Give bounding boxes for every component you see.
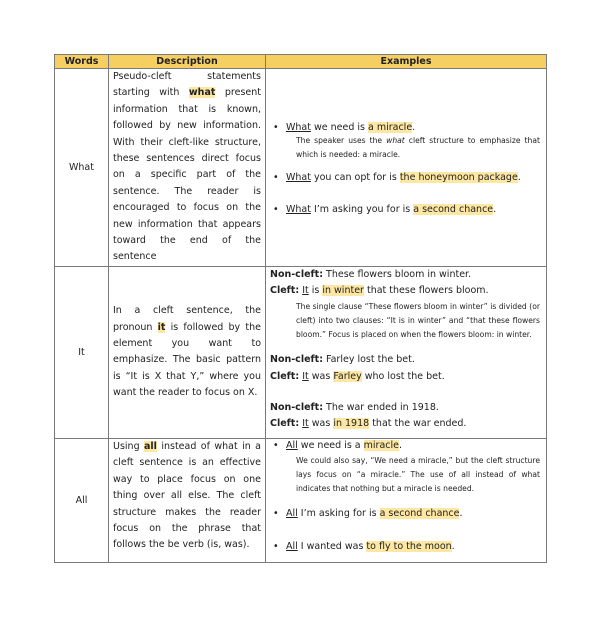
header-row (55, 55, 547, 69)
example-lead: All (286, 540, 298, 552)
header-description: Description (109, 55, 266, 69)
noncleft-label: Non-cleft: (270, 353, 323, 365)
example-note: The single clause “These flowers bloom in winter” is divided (or cleft) into two clauses: “It is in winter” and “that these flowers bloom.” Focus is placed on when the flowers bloom: in winter. (296, 301, 540, 339)
cleft-text: that the war ended. (369, 417, 467, 429)
keyword-highlight: it (157, 321, 166, 333)
example-note: We could also say, “We need a miracle,” but the cleft structure lays focus on “a miracle.” The use of all instead of what indicates that nothing but a miracle is needed. (296, 455, 540, 493)
cleft-label: Cleft: (270, 284, 300, 296)
desc-text: Pseudo-cleft statements starting with (113, 71, 261, 99)
bullet-icon: • (273, 439, 279, 451)
example-punct: . (412, 121, 416, 133)
cleft-it: It (302, 284, 309, 296)
example-item (270, 541, 542, 552)
keyword-highlight: all (144, 440, 157, 452)
example-punct: . (451, 540, 455, 552)
note-text: cleft structure to emphasize that which is needed: a miracle. (296, 135, 540, 159)
word-cell: All (55, 438, 109, 562)
example-lead: All (286, 507, 298, 519)
note-text: The speaker uses the (296, 135, 387, 145)
cleft-sentence-table (54, 54, 547, 563)
noncleft-text: The war ended in 1918. (323, 401, 439, 413)
cleft-highlight: in 1918 (333, 417, 370, 429)
example-highlight: miracle (363, 439, 399, 451)
desc-text: present information that is known, followed by new information. With their cleft-like structure, these sentences direct focus on a specific part of the sentence. The reader is encouraged to focus on the new information that appears toward the end of the sentence (113, 87, 261, 263)
example-text: I wanted was (297, 540, 367, 552)
cleft-label: Cleft: (270, 370, 300, 382)
noncleft-line (270, 399, 542, 416)
example-highlight: the honeymoon package (399, 171, 518, 183)
description-cell (109, 69, 266, 267)
example-highlight: a miracle (368, 121, 413, 133)
noncleft-label: Non-cleft: (270, 268, 323, 280)
noncleft-text: Farley lost the bet. (323, 353, 415, 365)
example-lead: What (286, 121, 311, 133)
example-punct: . (459, 507, 463, 519)
example-text: I’m asking for is (297, 507, 380, 519)
cleft-it: It (302, 417, 309, 429)
desc-text: is followed by the element you want to emphasize. The basic pattern is “It is X that Y,” where you want the reader to focus on X. (113, 321, 261, 399)
description-cell (109, 438, 266, 562)
cleft-line (270, 368, 542, 385)
noncleft-label: Non-cleft: (270, 401, 323, 413)
example-highlight: a second chance (413, 203, 494, 215)
header-examples: Examples (266, 55, 547, 69)
cleft-text: that these flowers bloom. (363, 284, 489, 296)
example-item (270, 508, 542, 519)
example-item (270, 439, 542, 452)
example-highlight: a second chance (379, 507, 460, 519)
bullet-icon: • (273, 507, 279, 519)
example-text: we need is a (297, 439, 364, 451)
header-words: Words (55, 55, 109, 69)
word-cell: It (55, 266, 109, 438)
noncleft-text: These flowers bloom in winter. (323, 268, 472, 280)
cleft-line (270, 416, 542, 432)
example-lead: What (286, 203, 311, 215)
example-item (270, 204, 542, 215)
example-punct: . (517, 171, 521, 183)
example-text: I’m asking you for is (310, 203, 414, 215)
cleft-highlight: in winter (322, 284, 364, 296)
desc-text: instead of what in a cleft sentence is an effective way to place focus on one thing over all else. The cleft structure makes the reader focus on the phrase that follows the be verb (is, was). (113, 440, 261, 551)
example-item (270, 122, 542, 133)
bullet-icon: • (273, 171, 279, 183)
examples-cell (266, 438, 547, 562)
table-row-what (55, 69, 547, 267)
cleft-it: It (302, 370, 309, 382)
cleft-text: is (308, 284, 323, 296)
cleft-label: Cleft: (270, 417, 300, 429)
desc-text: Using (113, 440, 140, 452)
bullet-icon: • (273, 121, 279, 133)
cleft-line (270, 282, 542, 300)
noncleft-line (270, 268, 542, 282)
cleft-text: who lost the bet. (361, 370, 445, 382)
cleft-text: was (308, 417, 334, 429)
example-punct: . (493, 203, 497, 215)
example-note (270, 134, 542, 162)
example-lead: All (286, 439, 298, 451)
examples-cell (266, 69, 547, 267)
word-cell: What (55, 69, 109, 267)
example-item (270, 172, 542, 183)
keyword-highlight: what (188, 87, 216, 99)
example-punct: . (398, 439, 403, 451)
table-row-all (55, 438, 547, 562)
examples-cell (266, 266, 547, 438)
example-lead: What (286, 171, 311, 183)
example-highlight: to fly to the moon (366, 540, 452, 552)
example-text: we need is (310, 121, 368, 133)
example-text: you can opt for is (310, 171, 400, 183)
cleft-text: was (308, 370, 334, 382)
bullet-icon: • (273, 203, 279, 215)
noncleft-line (270, 351, 542, 368)
desc-text: In a cleft sentence, the pronoun (113, 305, 261, 333)
table-row-it (55, 266, 547, 438)
description-cell (109, 266, 266, 438)
cleft-highlight: Farley (333, 370, 362, 382)
note-emphasis: what (386, 135, 405, 145)
bullet-icon: • (273, 540, 279, 552)
